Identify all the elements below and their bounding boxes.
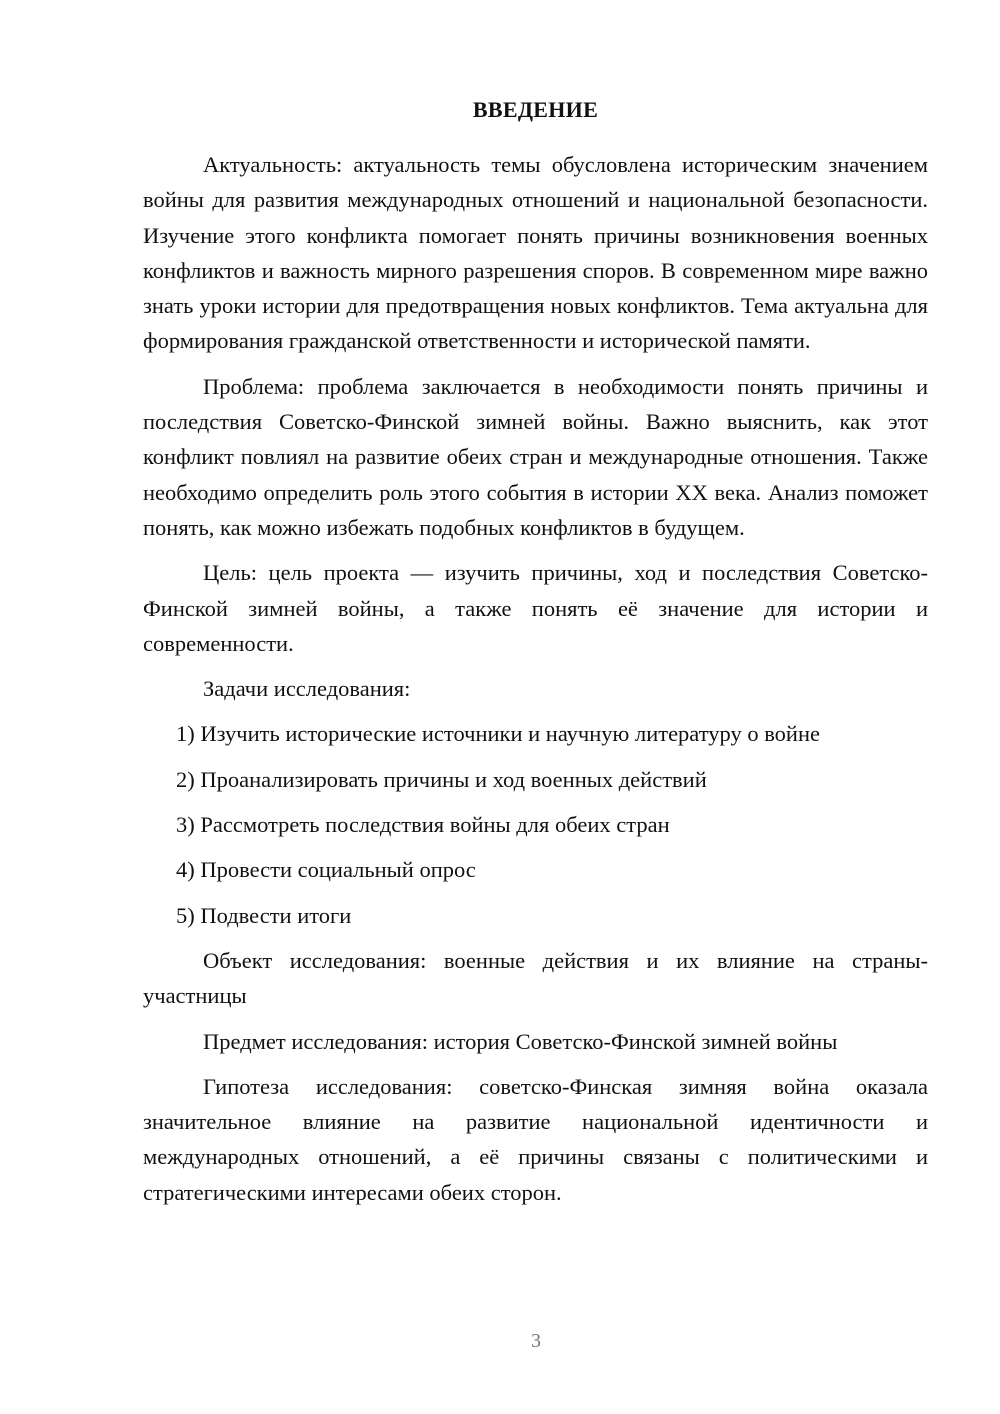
page-content xyxy=(143,92,928,1220)
problem-paragraph: Проблема: проблема заключается в необходимости понять причины и последствия Советско-Финской зимней войны. Важно выяснить, как этот конфликт повлиял на развитие обеих стран и международные отношения. Также необходимо определить роль этого события в истории XX века. Анализ поможет понять, как можно избежать подобных конфликтов в будущем. xyxy=(143,373,928,540)
task-item: 4) Провести социальный опрос xyxy=(176,857,476,883)
subject-paragraph: Предмет исследования: история Советско-Финской зимней войны xyxy=(203,1028,838,1054)
tasks-heading: Задачи исследования: xyxy=(203,676,411,702)
task-item: 5) Подвести итоги xyxy=(176,902,352,928)
hypothesis-paragraph: Гипотеза исследования: советско-Финская зимняя война оказала значительное влияние на развитие национальной идентичности и международных отношений, а её причины связаны с политическими и стратегическими интересами обеих сторон. xyxy=(143,1073,928,1205)
page-number: 3 xyxy=(531,1330,541,1352)
page-title: ВВЕДЕНИЕ xyxy=(472,97,599,122)
task-item: 3) Рассмотреть последствия войны для обеих стран xyxy=(176,812,670,838)
relevance-paragraph: Актуальность: актуальность темы обусловлена историческим значением войны для развития международных отношений и национальной безопасности. Изучение этого конфликта помогает понять причины возникновения военных конфликтов и важность мирного разрешения споров. В современном мире важно знать уроки истории для предотвращения новых конфликтов. Тема актуальна для формирования гражданской ответственности и исторической памяти. xyxy=(143,152,928,354)
goal-paragraph: Цель: цель проекта — изучить причины, ход и последствия Советско-Финской зимней войны, а также понять её значение для истории и современности. xyxy=(143,560,928,656)
task-item: 2) Проанализировать причины и ход военных действий xyxy=(176,766,707,792)
object-paragraph: Объект исследования: военные действия и их влияние на страны-участницы xyxy=(143,947,928,1009)
task-item: 1) Изучить исторические источники и научную литературу о войне xyxy=(176,721,820,747)
tasks-list xyxy=(143,716,928,932)
